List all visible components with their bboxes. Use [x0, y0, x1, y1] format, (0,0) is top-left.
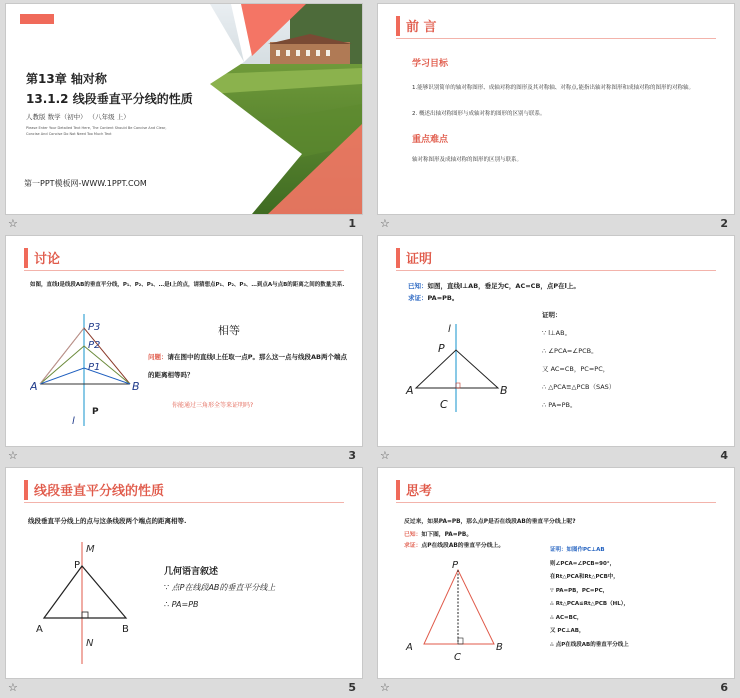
slide-3[interactable] [6, 236, 362, 446]
geo-2: ∴ PA=PB [164, 600, 199, 609]
proof-step: ∵ PA=PB，PC=PC， [550, 587, 609, 594]
proof-figure [402, 320, 522, 416]
statement-text: 线段垂直平分线上的点与这条线段两个端点的距离相等. [28, 517, 187, 525]
label-l: l [448, 324, 451, 335]
goal-heading: 学习目标 [412, 59, 449, 69]
proof-step: 则∠PCA=∠PCB=90°， [550, 560, 616, 567]
label-P3: P3 [88, 322, 101, 333]
proof-label: 证明： [550, 547, 567, 553]
transition-star-icon[interactable]: ☆ [8, 681, 18, 694]
proof-title: 证明： [542, 311, 562, 319]
header-accent [24, 248, 28, 268]
label-C: C [454, 652, 461, 663]
key-1: 轴对称图形及成轴对称的图形的区别与联系。 [412, 157, 523, 163]
converse-figure [402, 560, 522, 672]
header-divider [396, 270, 716, 271]
label-P: P [92, 407, 99, 417]
slide-6-footer [378, 678, 734, 698]
label-A: A [36, 624, 43, 635]
label-P: P [438, 342, 445, 355]
label-B: B [122, 624, 129, 635]
given-block [404, 530, 504, 552]
slide-number: 2 [720, 217, 728, 230]
header-divider [396, 38, 716, 39]
proof-step: 又 PC⊥AB， [550, 628, 585, 634]
hint-text: 你能通过三角形全等来证明吗? [172, 402, 254, 409]
proof-step: ∴ ∠PCA=∠PCB。 [542, 347, 598, 355]
slide-5[interactable] [6, 468, 362, 678]
slide-1-slot [6, 4, 362, 234]
proof-step: ∴ 点P在线段AB的垂直平分线上 [550, 641, 629, 648]
slide-number: 1 [348, 217, 356, 230]
label-P1: P1 [88, 362, 101, 373]
header-accent [396, 248, 400, 268]
header-accent [24, 480, 28, 500]
prove-text: PA=PB。 [427, 294, 459, 302]
intro-text: 如图，直线l是线段AB的垂直平分线，P₁、P₂、P₃、…是l上的点，请猜想点P₁、P₂、P₃、…到点A与点B的距离之间的数量关系. [30, 282, 345, 288]
perpendicular-bisector-figure [30, 310, 150, 430]
proof-step: ∴ △PCA≌△PCB（SAS） [542, 383, 616, 391]
proof-step: ∵ l⊥AB。 [542, 329, 572, 337]
transition-star-icon[interactable]: ☆ [8, 217, 18, 230]
proof-step: ∴ PA=PB。 [542, 401, 577, 409]
header-divider [24, 270, 344, 271]
label-P2: P2 [88, 340, 101, 351]
slide-1[interactable] [6, 4, 362, 214]
header-accent [396, 480, 400, 500]
label-P: P [452, 560, 459, 571]
header-divider [396, 502, 716, 503]
property-figure [34, 538, 144, 668]
header-divider [24, 502, 344, 503]
transition-star-icon[interactable]: ☆ [8, 449, 18, 462]
slide-3-footer [6, 446, 362, 466]
given-text: 如图，直线l⊥AB，垂足为C，AC=CB，点P在l上。 [427, 282, 580, 290]
proof-steps [550, 544, 629, 652]
label-B: B [496, 642, 503, 653]
slide-title: 思考 [406, 484, 433, 499]
slide-title: 线段垂直平分线的性质 [34, 484, 165, 499]
goal-1: 1.能够识别简单的轴对称图形、成轴对称的图形及其对称轴、对称点,能指出轴对称图形和成轴对称的图形的对称轴。 [412, 85, 694, 91]
goal-2: 2. 概述出轴对称图形与成轴对称的图形的区别与联系。 [412, 111, 546, 117]
slide-6[interactable] [378, 468, 734, 678]
label-B: B [500, 384, 508, 397]
key-heading: 重点难点 [412, 135, 449, 145]
question-text: 请在图中的直线l上任取一点P。那么这一点与线段AB两个端点的距离相等吗？ [148, 353, 347, 379]
label-B: B [132, 380, 140, 393]
transition-star-icon[interactable]: ☆ [380, 681, 390, 694]
slide-title: 前 言 [406, 20, 437, 35]
proof-step: 在Rt△PCA和Rt△PCB中， [550, 574, 619, 580]
given-block [408, 280, 718, 304]
chapter-title: 第13章 轴对称 [26, 72, 107, 86]
transition-star-icon[interactable]: ☆ [380, 217, 390, 230]
slide-6-slot [378, 468, 734, 698]
slide-title: 讨论 [34, 252, 61, 267]
label-A: A [406, 642, 413, 653]
label-C: C [440, 398, 448, 411]
prove-label: 求证： [404, 543, 422, 549]
slide-5-footer [6, 678, 362, 698]
label-l: l [72, 416, 75, 427]
question-block [148, 348, 348, 384]
edition-text: 人教版 数学（初中） （八年级 上） [26, 113, 130, 121]
lesson-title: 13.1.2 线段垂直平分线的性质 [26, 92, 193, 106]
filler-text-1: Please Enter Your Detailed Text Here, The Content Should Be Concise And Clear, [26, 126, 167, 130]
label-M: M [86, 544, 95, 555]
proof-step: ∴ Rt△PCA≌Rt△PCB（HL）， [550, 601, 629, 607]
prove-text: 点P在线段AB的垂直平分线上。 [421, 543, 505, 549]
given-text: 如下图，PA=PB。 [421, 532, 473, 538]
slide-number: 5 [348, 681, 356, 694]
site-text: 第一PPT模板网-WWW.1PPT.COM [24, 179, 147, 188]
slide-title: 证明 [406, 252, 433, 267]
filler-text-2: Concise And Concise Do Not Need Too Much Text [26, 132, 112, 136]
question-text: 反过来，如果PA=PB，那么点P是否在线段AB的垂直平分线上呢? [404, 519, 576, 525]
transition-star-icon[interactable]: ☆ [380, 449, 390, 462]
proof-first: 如图作PC⊥AB [566, 547, 605, 553]
label-A: A [406, 384, 414, 397]
label-A: A [30, 380, 38, 393]
geo-1: ∵ 点P在线段AB的垂直平分线上 [164, 583, 276, 592]
slide-2[interactable] [378, 4, 734, 214]
slide-number: 6 [720, 681, 728, 694]
slide-2-slot [378, 4, 734, 234]
slide-4[interactable] [378, 236, 734, 446]
slide-number: 3 [348, 449, 356, 462]
label-N: N [86, 638, 94, 649]
prove-label: 求证： [408, 294, 428, 302]
proof-steps [542, 306, 615, 414]
answer-text: 相等 [218, 324, 240, 337]
question-label: 问题： [148, 353, 168, 361]
slide-1-footer [6, 214, 362, 234]
slide-4-footer [378, 446, 734, 466]
given-label: 已知： [404, 532, 422, 538]
slide-number: 4 [720, 449, 728, 462]
label-P: P [74, 560, 81, 571]
proof-step: 又 AC=CB，PC=PC， [542, 365, 610, 373]
geo-heading: 几何语言叙述 [164, 567, 219, 577]
slide-2-footer [378, 214, 734, 234]
slide-4-slot [378, 236, 734, 466]
given-label: 已知： [408, 282, 428, 290]
slide-5-slot [6, 468, 362, 698]
slide-3-slot [6, 236, 362, 466]
proof-step: ∴ AC=BC， [550, 614, 583, 621]
header-accent [396, 16, 400, 36]
